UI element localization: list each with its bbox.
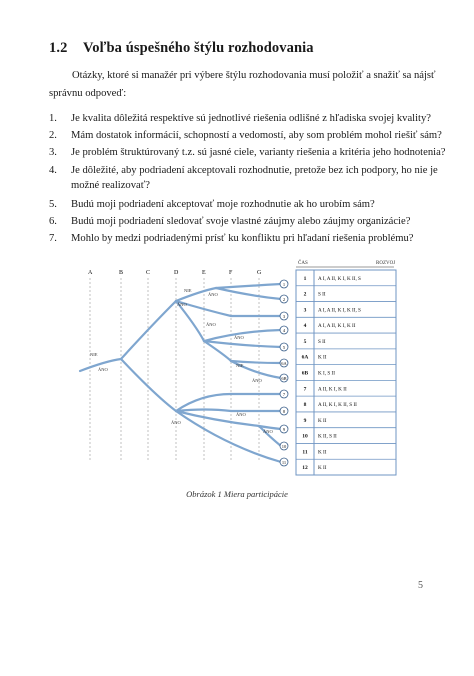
column-letter: E bbox=[202, 270, 206, 276]
outcome-table bbox=[296, 260, 396, 475]
branch-label: NIE bbox=[90, 352, 98, 357]
table-row-id: 1 bbox=[303, 275, 307, 282]
table-row-id: 9 bbox=[303, 417, 307, 424]
branch bbox=[121, 359, 176, 411]
branch-label: ÁNO bbox=[252, 378, 262, 383]
question-text: Je kvalita dôležitá respektíve sú jednotlivé riešenia odlišné z hľadiska svojej kvality? bbox=[71, 113, 431, 124]
table-row-styles: K II bbox=[318, 417, 327, 424]
question-number: 1. bbox=[49, 113, 57, 124]
branch-label: ÁNO bbox=[234, 335, 244, 340]
column-guides bbox=[90, 278, 259, 461]
branch bbox=[121, 301, 176, 359]
branch-label: ÁNO bbox=[236, 412, 246, 417]
outcome-node-label: 10 bbox=[281, 443, 287, 449]
decision-tree-figure bbox=[76, 246, 410, 486]
section-title: Voľba úspešného štýlu rozhodovania bbox=[83, 40, 314, 56]
outcome-node-label: 6A bbox=[281, 360, 287, 366]
table-row-id: 11 bbox=[302, 449, 308, 456]
question-item bbox=[49, 145, 445, 160]
question-number: 5. bbox=[49, 199, 57, 210]
branch bbox=[204, 341, 281, 347]
table-row-styles: K II bbox=[318, 465, 327, 472]
question-text: Mohlo by medzi podriadenými prísť ku konfliktu pri hľadaní riešenia problému? bbox=[71, 233, 414, 244]
table-header-right: ROZVOJ bbox=[376, 261, 396, 266]
outcome-node-label: 9 bbox=[282, 426, 286, 432]
section-number: 1.2 bbox=[49, 40, 68, 56]
table-row-id: 3 bbox=[303, 307, 307, 314]
decision-tree-branches bbox=[80, 284, 281, 462]
outcome-node-label: 1 bbox=[282, 281, 286, 287]
question-number: 2. bbox=[49, 130, 57, 141]
branch-label: ÁNO bbox=[263, 429, 273, 434]
table-row-id: 5 bbox=[303, 338, 307, 345]
table-row-styles: S II bbox=[318, 291, 326, 298]
table-row-styles: K II bbox=[318, 354, 327, 361]
question-item bbox=[49, 163, 438, 193]
table-row-styles: S II bbox=[318, 338, 326, 345]
column-letter: D bbox=[174, 270, 179, 276]
table-row-styles: A II, K I, K II, S II bbox=[318, 402, 357, 409]
question-item bbox=[49, 111, 431, 126]
table-row-id: 7 bbox=[303, 386, 307, 393]
outcome-node-label: 5 bbox=[282, 344, 286, 350]
question-number: 7. bbox=[49, 233, 57, 244]
question-text: Budú moji podriadení akceptovať moje rozhodnutie ak ho urobím sám? bbox=[71, 199, 375, 210]
column-letters bbox=[88, 270, 262, 276]
table-row-styles: A I, A II, K I, K II, S bbox=[318, 307, 361, 314]
table-header-left: ČAS bbox=[298, 261, 308, 266]
question-item bbox=[49, 214, 410, 229]
table-row-styles: A II, K I, K II bbox=[318, 386, 347, 393]
question-text-line: Je dôležité, aby podriadení akceptovali rozhodnutie, pretože bez ich podpory, ho nie je bbox=[71, 165, 438, 176]
figure-caption: Obrázok 1 Miera participácie bbox=[186, 489, 288, 499]
branch bbox=[176, 410, 231, 412]
question-item bbox=[49, 128, 442, 143]
column-letter: B bbox=[119, 270, 124, 276]
branch-label: NIE bbox=[236, 363, 244, 368]
outcome-node-label: 11 bbox=[281, 459, 287, 465]
page-number: 5 bbox=[418, 580, 423, 591]
branch-label: NIE bbox=[184, 288, 192, 293]
intro-line-2: správnu odpoveď: bbox=[49, 88, 127, 99]
outcome-node-label: 2 bbox=[282, 296, 286, 302]
table-row-styles: K II, S II bbox=[318, 433, 337, 440]
table-row-id: 6A bbox=[301, 354, 309, 361]
section-heading bbox=[49, 40, 314, 57]
table-row-id: 12 bbox=[302, 465, 308, 472]
question-number: 3. bbox=[49, 147, 57, 158]
branch bbox=[216, 288, 281, 299]
table-row-id: 8 bbox=[303, 402, 307, 409]
branch-label: ÁNO bbox=[171, 420, 181, 425]
question-number: 4. bbox=[49, 165, 57, 176]
question-text: Mám dostatok informácií, schopností a vedomostí, aby som problém mohol riešiť sám? bbox=[71, 130, 442, 141]
branch bbox=[216, 284, 281, 288]
column-letter: C bbox=[146, 270, 151, 276]
outcome-nodes bbox=[280, 280, 288, 466]
table-row-styles: K I, S II bbox=[318, 370, 336, 377]
table-row-styles: A I, A II, K I, K II, S bbox=[318, 275, 361, 282]
table-row-id: 4 bbox=[303, 323, 307, 330]
branch-label: ÁNO bbox=[98, 367, 108, 372]
outcome-node-label: 6B bbox=[281, 375, 287, 381]
question-text: Budú moji podriadení sledovať svoje vlastné záujmy alebo záujmy organizácie? bbox=[71, 216, 411, 227]
question-number: 6. bbox=[49, 216, 57, 227]
column-letter: A bbox=[88, 270, 93, 276]
branch-label: ÁNO bbox=[206, 322, 216, 327]
outcome-node-label: 4 bbox=[282, 327, 286, 333]
table-row-id: 2 bbox=[303, 291, 307, 298]
decision-tree-svg bbox=[76, 246, 410, 486]
question-text-line: možné realizovať? bbox=[71, 180, 150, 191]
question-text: Je problém štruktúrovaný t.z. sú jasné ciele, varianty riešenia a kritéria jeho hodnotenia? bbox=[71, 147, 446, 158]
question-item bbox=[49, 231, 413, 246]
table-border bbox=[296, 270, 396, 475]
table-row-id: 6B bbox=[301, 370, 309, 377]
column-letter: G bbox=[257, 270, 262, 276]
table-row-styles: K II bbox=[318, 449, 327, 456]
column-letter: F bbox=[229, 270, 233, 276]
branch-label: ÁNO bbox=[177, 302, 187, 307]
branch-label: ÁNO bbox=[208, 292, 218, 297]
question-text bbox=[71, 163, 438, 193]
branch bbox=[176, 411, 281, 462]
intro-line-1: Otázky, ktoré si manažér pri výbere štýlu rozhodovania musí položiť a snažiť sa nájsť bbox=[72, 70, 436, 81]
outcome-node-label: 7 bbox=[282, 391, 286, 397]
outcome-node-label: 8 bbox=[282, 408, 286, 414]
question-item bbox=[49, 197, 375, 212]
table-row-id: 10 bbox=[302, 433, 308, 440]
outcome-node-label: 3 bbox=[282, 313, 286, 319]
table-row-styles: A I, A II, K I, K II bbox=[318, 323, 356, 330]
